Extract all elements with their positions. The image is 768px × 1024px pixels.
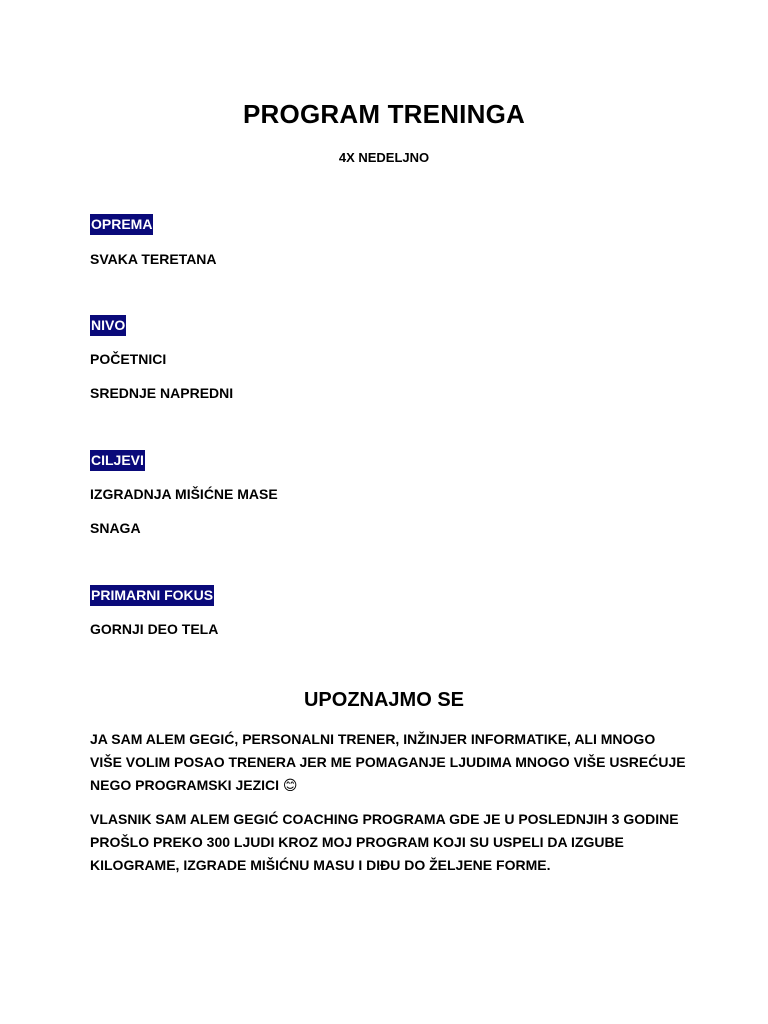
list-item: IZGRADNJA MIŠIĆNE MASE xyxy=(90,486,278,502)
section-heading-nivo: NIVO xyxy=(90,315,126,336)
list-item: GORNJI DEO TELA xyxy=(90,621,219,637)
list-item: SNAGA xyxy=(90,520,141,536)
about-paragraph-1: JA SAM ALEM GEGIĆ, PERSONALNI TRENER, INŽINJER INFORMATIKE, ALI MNOGO VIŠE VOLIM POSAO TRENERA JER ME POMAGANJE LJUDIMA MNOGO VIŠE USREĆUJE NEGO PROGRAMSKI JEZICI 😊 xyxy=(90,731,686,793)
list-item: SREDNJE NAPREDNI xyxy=(90,385,234,401)
section-heading-ciljevi: CILJEVI xyxy=(90,450,145,471)
section-heading-primarni-fokus: PRIMARNI FOKUS xyxy=(90,585,214,606)
page-subtitle: 4X NEDELJNO xyxy=(338,150,430,165)
section-heading-oprema: OPREMA xyxy=(90,214,153,235)
about-title: UPOZNAJMO SE xyxy=(303,689,465,711)
page-title: PROGRAM TRENINGA xyxy=(243,99,525,129)
list-item: POČETNICI xyxy=(90,351,167,367)
about-paragraph-2: VLASNIK SAM ALEM GEGIĆ COACHING PROGRAMA GDE JE U POSLEDNJIH 3 GODINE PROŠLO PREKO 300 LJUDI KROZ MOJ PROGRAM KOJI SU USPELI DA IZGUBE KILOGRAME, IZGRADE MIŠIĆNU MASU I DIĐU DO ŽELJENE FORME. xyxy=(90,811,679,873)
list-item: SVAKA TERETANA xyxy=(90,251,217,267)
